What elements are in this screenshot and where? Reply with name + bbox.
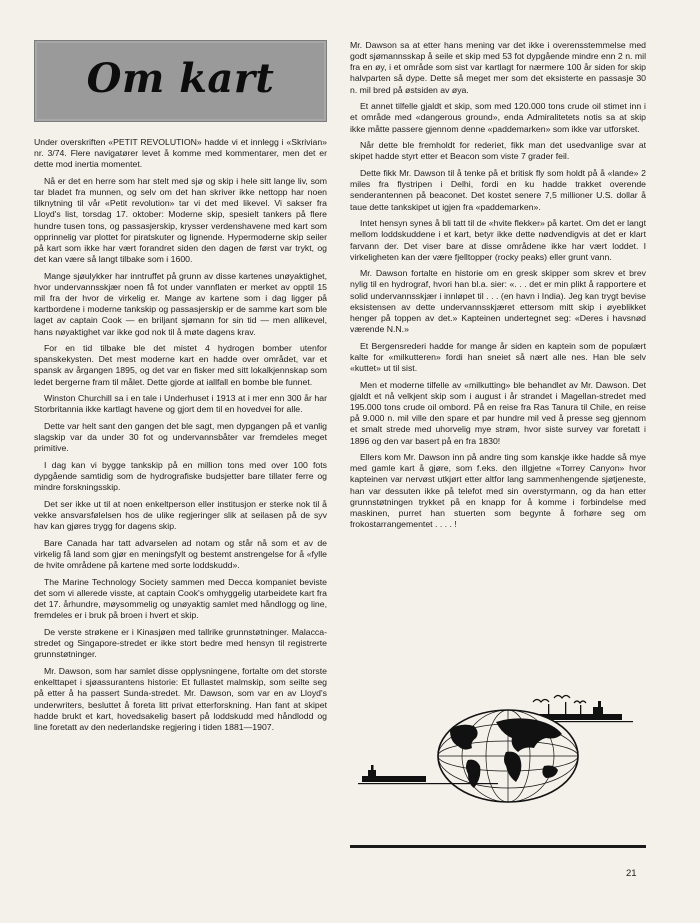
globe-ships-illustration <box>358 690 648 810</box>
paragraph: Nå er det en herre som har stelt med sjø og skip i hele sitt lange liv, som tar bladet fra munnen, og selv om det han skriver ikke nettopp har noen tilknytning til vår «Petit revolution» tar vi det med likevel. Vi sakser fra Lloyd's list, torsdag 17. oktober: Moderne skip, spesielt tankers på flere hundre tusen tons, og passasjerskip, krysser verdenshavene med kart som opprinnelig var plottet for piratskuter og lignende. Hypermoderne skip seiler på kart som ikke har vært forandret siden den dagen de først var trykt, og det kan være så langt tilbake som i 1600. <box>34 175 327 265</box>
paragraph: Et Bergensrederi hadde for mange år siden en kaptein som de populært kalte for «milkutteren» fordi han sneiet så nært alle nes. Han ble selv «kuttet» ut til sist. <box>350 340 646 374</box>
paragraph: Ellers kom Mr. Dawson inn på andre ting som kanskje ikke hadde så mye med gamle kart å gjøre, som f.eks. den illgjetne «Torrey Canyon» hvor kapteinen var nervøst utkjørt etter altfor lang sammenhengende sjøtjeneste, han var dessuten ikke på telefot med sin overstyrmann, og da han etter grunnstøtningen trykket på en knapp for å komme i forbindelse med maskinen, purret han stuerten som begynte å forhøre seg om frokostarrangementet . . . . ! <box>350 452 646 530</box>
paragraph: Mr. Dawson, som har samlet disse opplysningene, fortalte om det storste enkelttapet i sjøassurantens historie: Et fullastet malmskip, som seilte seg på etter å ha passert Sunda-stredet. Mr. Dawson, som var en av Lloyd's underwriters, besluttet å foreta litt privat etterforskning. Han fant at skipet hadde brukt et kart, hovedsakelig basert på loddskudd med håndlodd og line foretatt av den nederlandske regjering i tiden 1881—1907. <box>34 666 327 732</box>
footer-rule <box>350 845 646 848</box>
paragraph: Dette var helt sant den gangen det ble sagt, men dypgangen på et vanlig slagskip var da under 30 fot og undervannsbåter var fremdeles meget primitive. <box>34 421 327 454</box>
paragraph: I dag kan vi bygge tankskip på en million tons med over 100 fots dypgående samtidig som de hydrografiske budsjetter bare tillater ferre og mindre forskningsskip. <box>34 460 327 493</box>
paragraph: Mr. Dawson fortalte en historie om en gresk skipper som skrev et brev nylig til en hydrograf, hvori han bl.a. sier: «. . . det er min plikt å rapportere et solid undervannsskjær i innløpet til . . . (en havn i India). Jeg kan trygt bevise eksistensen av dette undervannsskjæret ettersom mitt skip i øyeblikket henger på toppen av det.» Kapteinen undertegnet seg: «Deres i havsnød værende N.N.» <box>350 268 646 335</box>
paragraph: For en tid tilbake ble det mistet 4 hydrogen bomber utenfor spanskekysten. Det mest moderne kart en hadde over området, var et spansk av årgangen 1895, og det var en fisker med sitt lokalkjennskap som ledet bergerne fram til målet. Dette gjorde at iallfall en bombe ble funnet. <box>34 343 327 387</box>
paragraph: Mr. Dawson sa at etter hans mening var det ikke i overensstemmelse med godt sjømannsskap å seile et skip med 53 fot dypgående mindre enn 2 n. mil fra en øy, i et område som sist var kartlagt for nærmere 100 år siden for skip halvparten så dype. Dette så meget mer som det eksisterte en passasje 30 n. mil bred på østsiden av øya. <box>350 40 646 95</box>
paragraph: Bare Canada har tatt advarselen ad notam og står nå som et av de virkelig få land som gjør en meningsfylt og bestemt anstrengelse for å «fylle de hvite områdene på kartene med sorte loddskudd». <box>34 538 327 571</box>
paragraph: De verste strøkene er i Kinasjøen med tallrike grunnstøtninger. Malacca-stredet og Singapore-stredet er ikke stort bedre med hensyn til registrerte grunnstøtninger. <box>34 627 327 660</box>
seagull-icon <box>533 696 586 704</box>
paragraph: Intet hensyn synes å bli tatt til de «hvite flekker» på kartet. Om det er langt mellom loddskuddene i et kart, betyr ikke dette nødvendigvis at det er klart farvann der. Det viser bare at disse områdene ikke har vært loddet. I virkeligheten kan der være fjelltopper (rocky peaks) eller grunt vann. <box>350 218 646 262</box>
paragraph: Et annet tilfelle gjaldt et skip, som med 120.000 tons crude oil stimet inn i et område med «dangerous ground», enda Admiralitetets notis sa at skip ikke måtte passere gjennom denne «paddemarken» som ikke var utforsket. <box>350 101 646 134</box>
paragraph: Det ser ikke ut til at noen enkeltperson eller institusjon er sterke nok til å vekke ansvarsfølelsen hos de ulike regjeringer slik at seilasen på de syv hav kan gjøres trygg for dagens skip. <box>34 499 327 532</box>
paragraph: Under overskriften «PETIT REVOLUTION» hadde vi et innlegg i «Skrivian» nr. 3/74. Flere navigatører levet å komme med kommentarer, men det er dette mod inertia momentet. <box>34 137 327 170</box>
paragraph: Mange sjøulykker har inntruffet på grunn av disse kartenes unøyaktighet, hvor undervannsskjær noen få fot under vannflaten er merket av opptil 15 mil fra der hvor de virkelig er. Mange av kartene som i dag ligger på kartbordene i moderne tankskip og passasjerskip er de samme kart som ble laget av captain Cook — en briljant sjømann for sin tid — men allikevel, hans nøyaktighet var ikke god nok til å møte dagens krav. <box>34 270 327 337</box>
page-number: 21 <box>626 868 637 879</box>
paragraph: Winston Churchill sa i en tale i Underhuset i 1913 at i mer enn 300 år har Storbritannia ikke kartlagt havene og gjort dem til en hovedvei for alle. <box>34 393 327 415</box>
title-banner <box>34 40 327 122</box>
paragraph: Når dette ble fremholdt for rederiet, fikk man det usedvanlige svar at skipet hadde styrt etter et Beacon som viste 7 grader feil. <box>350 140 646 162</box>
article-column-right <box>350 40 646 536</box>
paragraph: Men et moderne tilfelle av «milkutting» ble behandlet av Mr. Dawson. Det gjaldt et nå velkjent skip som i august i år strandet i Magellan-stredet med 195.000 tons crude oil ombord. På en reise fra Ras Tanura til Chile, en reise på 9.000 n. mil ville den spare et par hundre mil ved å presse seg gjennom et smalt strede med uhorvelig mye strøm, hvor siste survey var foretatt i 1896 og den var basert på en fra 1830! <box>350 379 646 446</box>
paragraph: The Marine Technology Society sammen med Decca kompaniet beviste det som vi allerede visste, at captain Cook's omhyggelig utarbeidete kart fra det 17. århundre, møysommelig og unøyaktig samlet med håndlogg og line, fremdeles er i bruk på broen i hvert et skip. <box>34 576 327 621</box>
page-title: Om kart <box>86 55 275 102</box>
paragraph: Dette fikk Mr. Dawson til å tenke på et britisk fly som holdt på å «lande» 2 miles fra flystripen i Delhi, fordi en ku hadde trakket overende senderantennen på beaconet. Det kostet senere 7,5 millioner U.S. dollar å taue dette tankskipet ut igjen fra «paddemarken». <box>350 168 646 212</box>
globe-icon <box>438 710 578 802</box>
article-column-left <box>34 137 327 739</box>
